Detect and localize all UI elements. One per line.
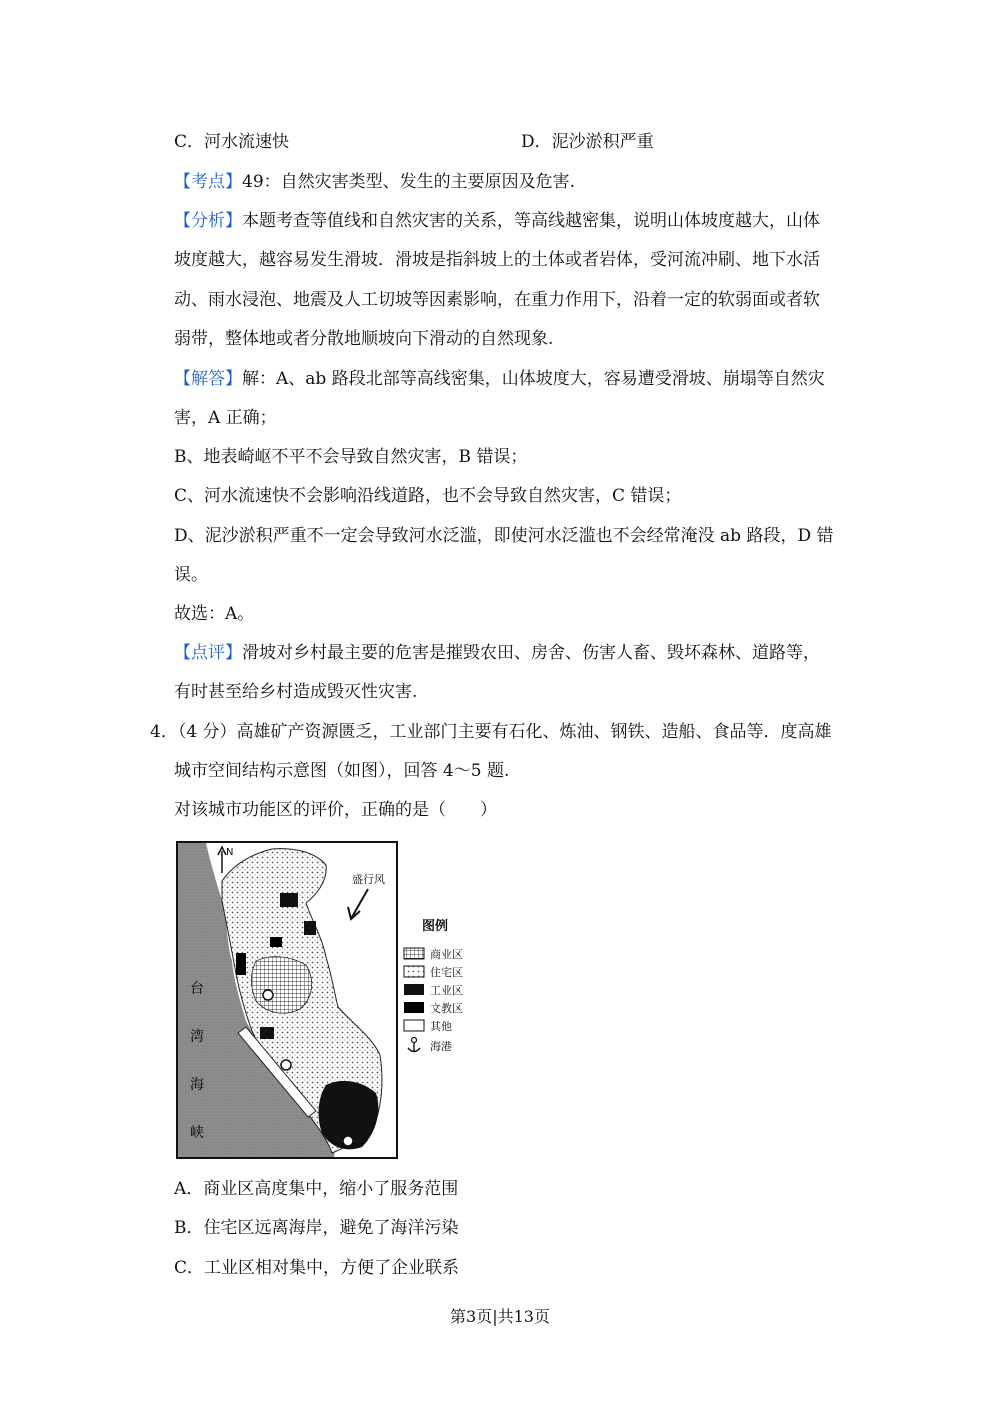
strait-char: 湾 [190, 1029, 204, 1045]
fenxi-line-4: 弱带，整体地或者分散地顺坡向下滑动的自然现象. [174, 329, 554, 349]
anchor-icon [263, 990, 273, 1000]
page-footer: 第3页|共13页 [450, 1307, 550, 1326]
question4-line-2: 城市空间结构示意图（如图），回答 4～5 题. [174, 761, 510, 781]
strait-char: 海 [190, 1077, 204, 1093]
jieda-option-b: B、地表崎岖不平不会导致自然灾害，B 错误； [174, 447, 528, 467]
dianping-line-1 [174, 642, 820, 664]
map-legend [402, 910, 492, 1060]
dianping-line-2: 有时甚至给乡村造成毁灭性灾害. [174, 682, 418, 702]
industrial-block [304, 921, 316, 935]
dianping-tag: 【点评】 [174, 643, 242, 663]
legend-industrial: 工业区 [430, 984, 463, 997]
commercial-zone [252, 957, 312, 1014]
kaodian-line [174, 171, 575, 193]
fenxi-text-1: 本题考查等值线和自然灾害的关系，等高线越密集，说明山体坡度越大，山体 [242, 211, 820, 231]
fenxi-line-3: 动、雨水浸泡、地震及人工切坡等因素影响，在重力作用下，沿着一定的软弱面或者软 [174, 290, 820, 310]
strait-char: 峡 [190, 1125, 204, 1141]
legend-commercial: 商业区 [430, 948, 463, 961]
option-c: C．工业区相对集中，方便了企业联系 [174, 1258, 460, 1278]
legend-harbor: 海港 [430, 1040, 452, 1053]
education-block [236, 953, 246, 975]
option-b: B．住宅区远离海岸，避免了海洋污染 [174, 1218, 459, 1238]
wind-label: 盛行风 [352, 873, 385, 886]
industrial-block [260, 1027, 274, 1039]
question4-stem: 对该城市功能区的评价，正确的是（ ） [174, 800, 497, 820]
jieda-line-1 [174, 368, 825, 390]
north-label: N [226, 847, 234, 858]
legend-anchor-icon [408, 1038, 420, 1053]
legend-title: 图例 [422, 919, 449, 934]
industrial-block [280, 893, 298, 907]
fenxi-line-1 [174, 210, 820, 232]
jieda-option-d-2: 误。 [174, 565, 208, 585]
jieda-tag: 【解答】 [174, 369, 242, 389]
jieda-line-2: 害，A 正确； [174, 408, 277, 428]
jieda-option-d-1: D、泥沙淤积严重不一定会导致河水泛滥，即使河水泛滥也不会经常淹没 ab 路段，D 错 [174, 526, 834, 546]
anchor-icon [281, 1060, 291, 1070]
question4-line-1: 4．（4 分）高雄矿产资源匮乏，工业部门主要有石化、炼油、钢铁、造船、食品等．度高雄 [150, 722, 832, 742]
jieda-option-c: C、河水流速快不会影响沿线道路，也不会导致自然灾害，C 错误； [174, 486, 682, 506]
option-a: A．商业区高度集中，缩小了服务范围 [174, 1179, 459, 1199]
prev-option-c: C．河水流速快 [174, 132, 290, 152]
prev-option-d: D．泥沙淤积严重 [521, 132, 654, 152]
jieda-answer: 故选：A。 [174, 604, 255, 624]
legend-residential: 住宅区 [430, 966, 463, 979]
kaodian-text: 49：自然灾害类型、发生的主要原因及危害. [242, 172, 576, 192]
kaodian-tag: 【考点】 [174, 172, 242, 192]
fenxi-tag: 【分析】 [174, 211, 242, 231]
city-structure-map [176, 841, 398, 1159]
anchor-icon [343, 1136, 353, 1146]
jieda-text-1: 解：A、ab 路段北部等高线密集，山体坡度大，容易遭受滑坡、崩塌等自然灾 [242, 369, 825, 389]
fenxi-line-2: 坡度越大，越容易发生滑坡．滑坡是指斜坡上的土体或者岩体，受河流冲刷、地下水活 [174, 250, 820, 270]
legend-other: 其他 [430, 1020, 452, 1033]
dianping-text-1: 滑坡对乡村最主要的危害是摧毁农田、房舍、伤害人畜、毁坏森林、道路等， [242, 643, 820, 663]
strait-char: 台 [190, 981, 204, 997]
education-block [270, 937, 282, 947]
legend-education: 文教区 [430, 1002, 463, 1015]
